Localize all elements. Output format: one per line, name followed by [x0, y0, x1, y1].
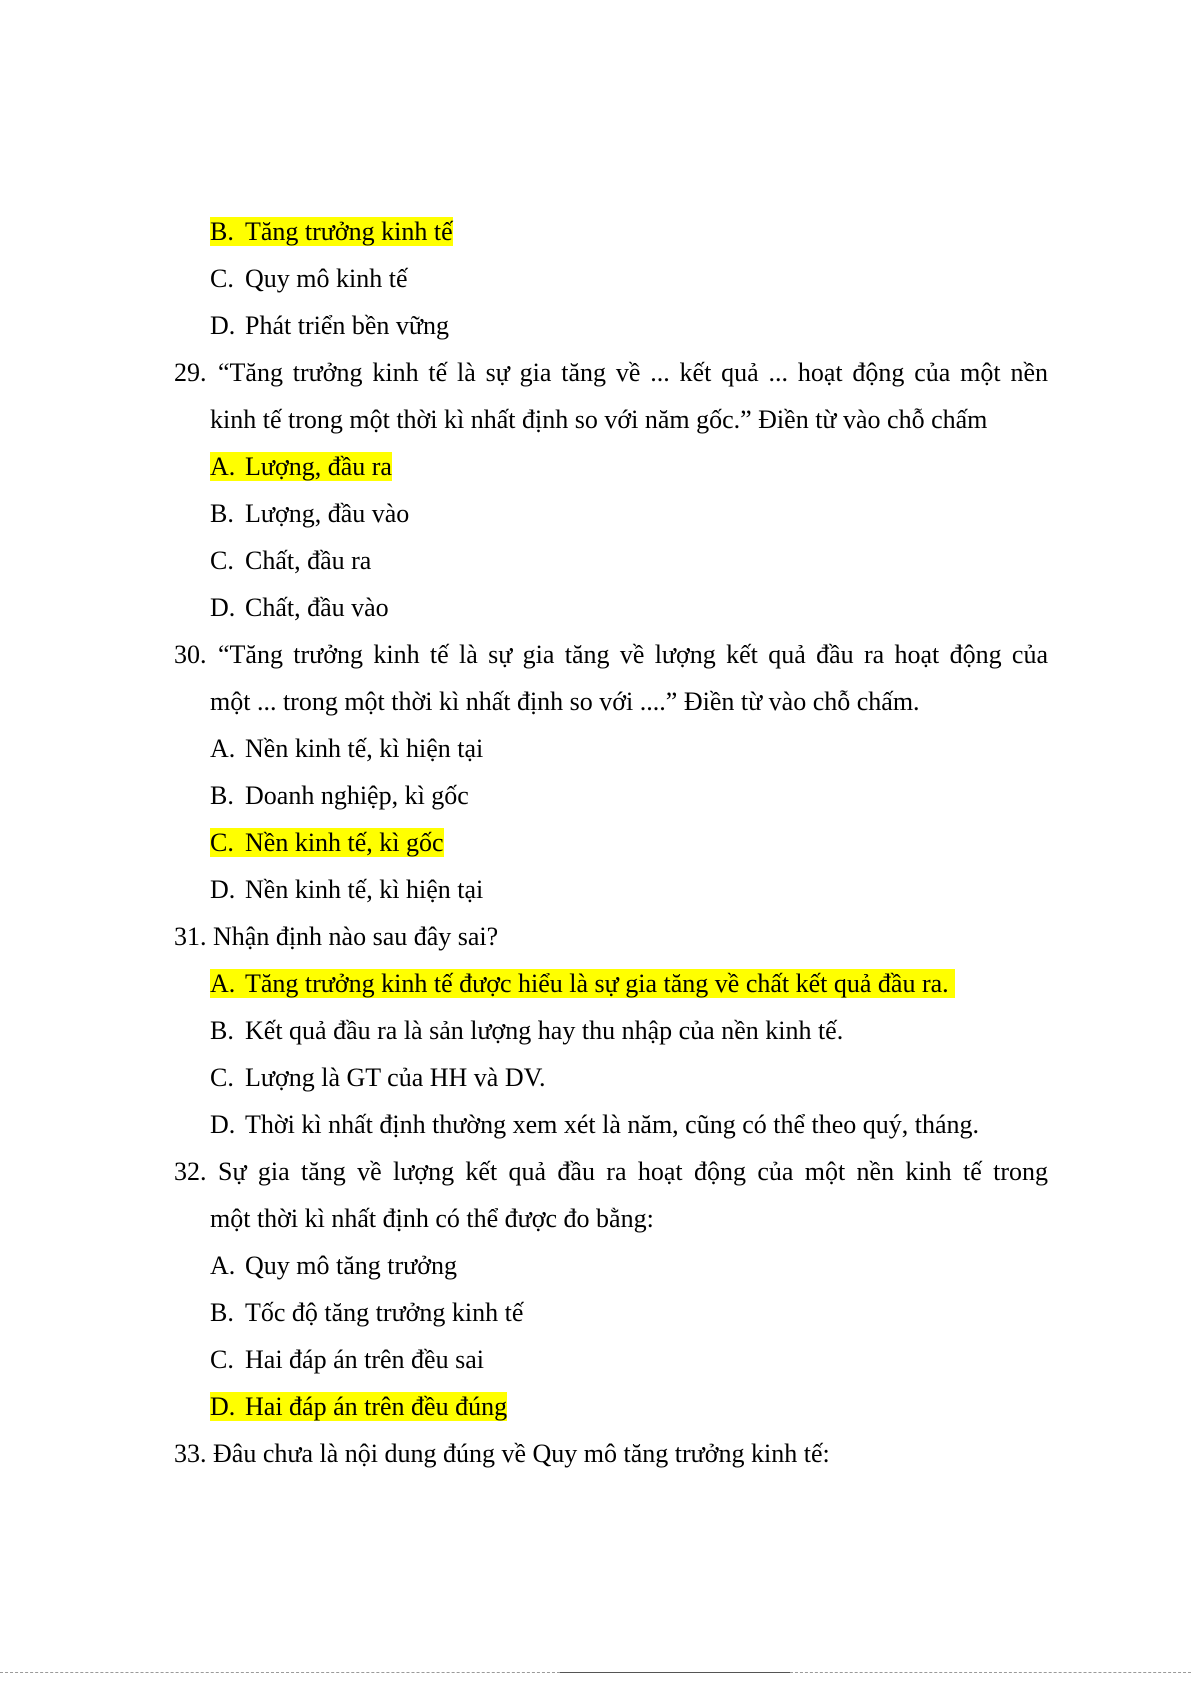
option-letter: D.	[210, 1110, 236, 1139]
option-letter: D.	[210, 593, 236, 622]
page-bottom-rule	[560, 1672, 790, 1674]
answer-option	[210, 968, 955, 1000]
question-29	[174, 357, 207, 389]
option-letter: C.	[210, 828, 234, 857]
answer-option	[210, 874, 483, 906]
answer-option	[210, 780, 469, 812]
answer-option	[210, 216, 453, 248]
option-text: Tốc độ tăng trưởng kinh tế	[245, 1298, 524, 1327]
question-number: 30.	[174, 640, 207, 669]
question-text-line-1: Nhận định nào sau đây sai?	[213, 922, 499, 951]
option-text: Lượng là GT của HH và DV.	[245, 1063, 546, 1092]
option-letter: D.	[210, 311, 236, 340]
page-bottom-rule	[790, 1672, 1191, 1674]
question-32	[174, 1156, 207, 1188]
option-text: Nền kinh tế, kì gốc	[245, 828, 444, 857]
option-letter: A.	[210, 452, 236, 481]
option-text: Lượng, đầu ra	[245, 452, 392, 481]
question-number: 29.	[174, 358, 207, 387]
question-30	[174, 639, 207, 671]
question-text-line-2: một thời kì nhất định có thể được đo bằng:	[210, 1204, 654, 1233]
question-text-line-1: “Tăng trưởng kinh tế là sự gia tăng về ... kết quả ... hoạt động của một nền	[218, 358, 1048, 387]
option-letter: A.	[210, 734, 236, 763]
answer-option	[210, 1391, 507, 1423]
option-letter: C.	[210, 1063, 234, 1092]
answer-option	[210, 545, 371, 577]
option-text: Hai đáp án trên đều sai	[245, 1345, 484, 1374]
option-letter: C.	[210, 546, 234, 575]
option-text: Phát triển bền vững	[245, 311, 450, 340]
option-letter: D.	[210, 1392, 236, 1421]
option-text: Tăng trưởng kinh tế	[245, 217, 453, 246]
option-text: Nền kinh tế, kì hiện tại	[245, 734, 484, 763]
answer-option	[210, 1344, 484, 1376]
option-text: Thời kì nhất định thường xem xét là năm, cũng có thể theo quý, tháng.	[245, 1110, 980, 1139]
answer-option	[210, 827, 444, 859]
option-text: Nền kinh tế, kì hiện tại	[245, 875, 484, 904]
answer-option	[210, 451, 392, 483]
option-letter: C.	[210, 1345, 234, 1374]
option-text: Lượng, đầu vào	[245, 499, 410, 528]
question-text-line-1: Sự gia tăng về lượng kết quả đầu ra hoạt động của một nền kinh tế trong	[218, 1157, 1048, 1186]
option-text: Chất, đầu vào	[245, 593, 389, 622]
question-text-line-2: kinh tế trong một thời kì nhất định so với năm gốc.” Điền từ vào chỗ chấm	[210, 405, 988, 434]
option-text: Quy mô tăng trưởng	[245, 1251, 457, 1280]
question-31	[174, 921, 498, 953]
answer-highlight	[210, 828, 444, 857]
option-letter: B.	[210, 1016, 234, 1045]
question-text-line-1: Đâu chưa là nội dung đúng về Quy mô tăng trưởng kinh tế:	[213, 1439, 830, 1468]
option-text: Quy mô kinh tế	[245, 264, 408, 293]
answer-highlight	[210, 1392, 507, 1421]
option-letter: D.	[210, 875, 236, 904]
option-letter: A.	[210, 1251, 236, 1280]
answer-highlight	[210, 217, 453, 246]
answer-option	[210, 498, 409, 530]
question-text-line-1: “Tăng trưởng kinh tế là sự gia tăng về lượng kết quả đầu ra hoạt động của	[218, 640, 1048, 669]
option-letter: B.	[210, 781, 234, 810]
answer-option	[210, 1109, 979, 1141]
option-text: Hai đáp án trên đều đúng	[245, 1392, 508, 1421]
option-text: Kết quả đầu ra là sản lượng hay thu nhập của nền kinh tế.	[245, 1016, 844, 1045]
question-number: 32.	[174, 1157, 207, 1186]
question-number: 33.	[174, 1439, 207, 1468]
answer-option	[210, 1015, 843, 1047]
page-bottom-rule	[0, 1672, 560, 1674]
answer-option	[210, 1297, 523, 1329]
answer-option	[210, 263, 408, 295]
option-text: Tăng trưởng kinh tế được hiểu là sự gia tăng về chất kết quả đầu ra.	[245, 969, 949, 998]
answer-option	[210, 592, 389, 624]
answer-option	[210, 1250, 457, 1282]
option-letter: C.	[210, 264, 234, 293]
answer-highlight	[210, 969, 955, 998]
question-number: 31.	[174, 922, 207, 951]
option-text: Doanh nghiệp, kì gốc	[245, 781, 469, 810]
question-33	[174, 1438, 830, 1470]
answer-option	[210, 310, 449, 342]
question-text-line-2: một ... trong một thời kì nhất định so với ....” Điền từ vào chỗ chấm.	[210, 687, 920, 716]
option-letter: B.	[210, 217, 234, 246]
answer-option	[210, 1062, 546, 1094]
answer-option	[210, 733, 483, 765]
option-letter: B.	[210, 1298, 234, 1327]
option-text: Chất, đầu ra	[245, 546, 372, 575]
option-letter: A.	[210, 969, 236, 998]
answer-highlight	[210, 452, 392, 481]
option-letter: B.	[210, 499, 234, 528]
